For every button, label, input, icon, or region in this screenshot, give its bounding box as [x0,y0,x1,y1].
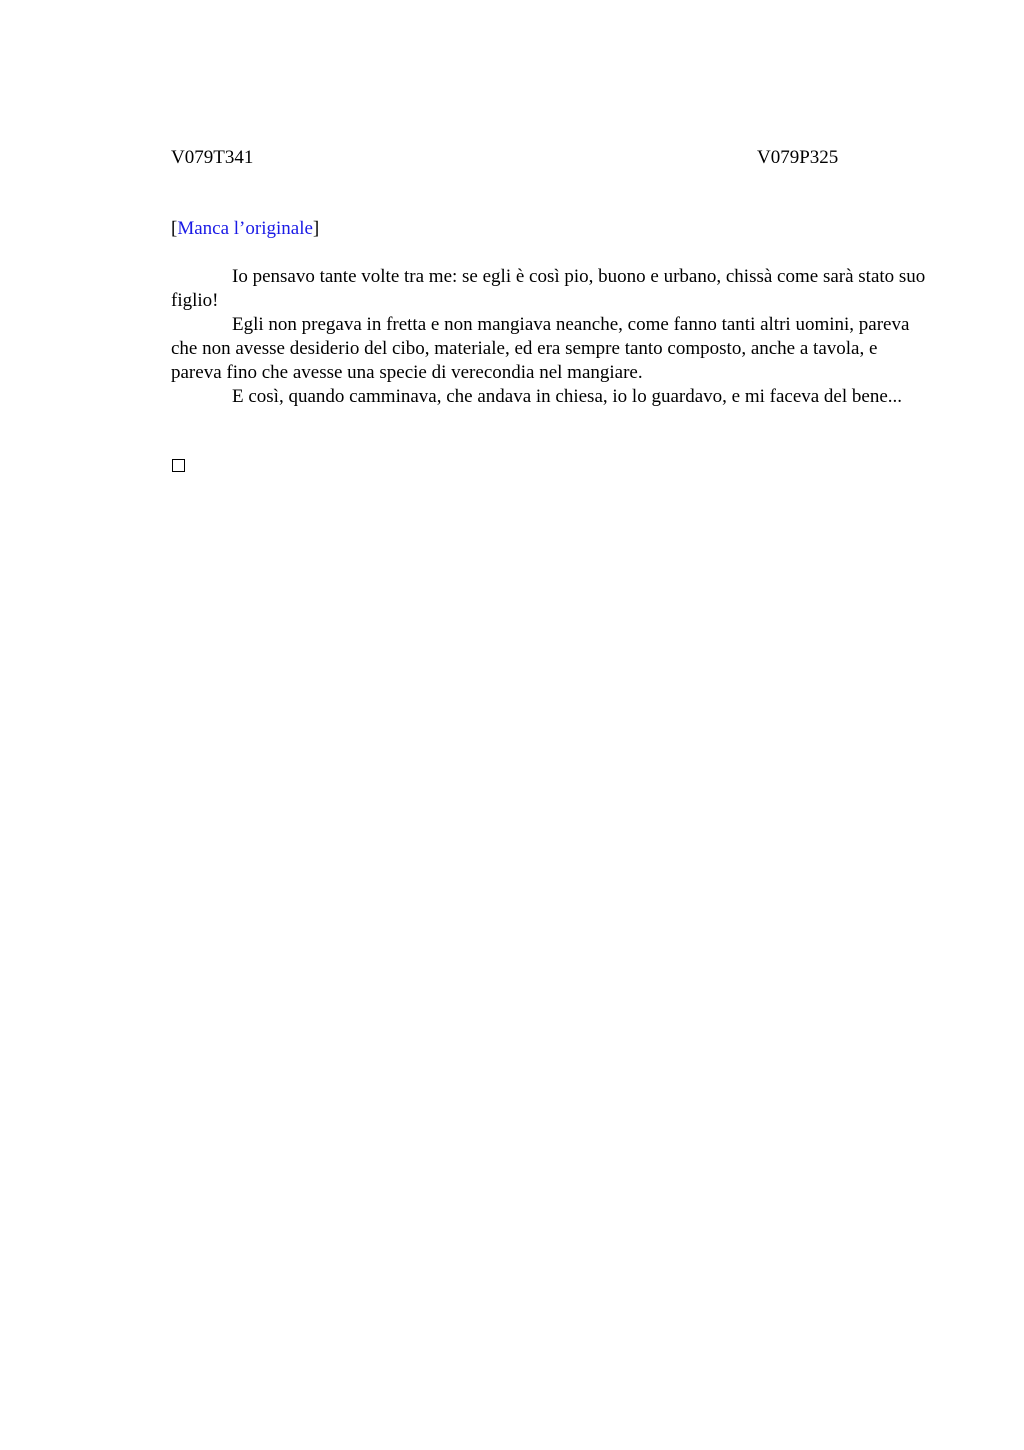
header-left-code: V079T341 [171,147,254,168]
note-open-bracket: [ [171,218,178,239]
missing-original-note [171,217,319,241]
header-right-code: V079P325 [757,147,839,168]
note-close-bracket: ] [312,218,320,239]
paragraph: Io pensavo tante volte tra me: se egli è così pio, buono e urbano, chissà come sarà stato suo figlio! [171,266,926,311]
missing-original-link[interactable]: Manca l’originale [177,218,313,239]
paragraph: E così, quando camminava, che andava in chiesa, io lo guardavo, e mi faceva del bene... [232,386,903,407]
body-text [171,265,931,409]
paragraph: Egli non pregava in fretta e non mangiava neanche, come fanno tanti altri uomini, pareva che non avesse desiderio del cibo, materiale, ed era sempre tanto composto, anche a tavola, e pareva fino che avesse una specie di verecondia nel mangiare. [171,314,910,383]
empty-square-icon [172,459,185,472]
